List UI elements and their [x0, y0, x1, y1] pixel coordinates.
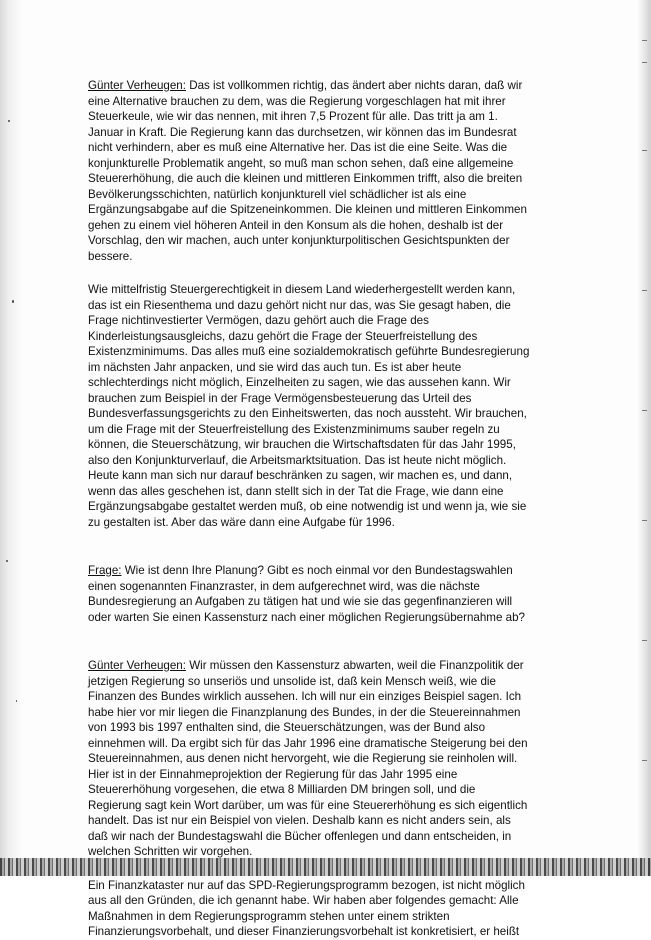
text-line: jetzigen Regierung so unseriös und unsolide ist, daß kein Mensch weiß, wie die: [88, 674, 496, 688]
text-line: nicht verhindern, aber es muß eine Alternative her. Das ist die eine Seite. Was die: [88, 141, 508, 154]
text-line: Steuererhöhung vorgesehen, die etwa 8 Milliarden DM bringen soll, und die: [88, 783, 476, 796]
text-line: welchen Schritten wir vorgehen.: [88, 845, 253, 858]
scan-speck: [6, 560, 8, 562]
text-line: Steuererhöhung, die auch die kleinen und mittleren Einkommen trifft, also die breiten: [88, 172, 523, 185]
text-line: handelt. Das ist nur ein Beispiel von vielen. Deshalb kann es nicht anders sein, als: [88, 814, 511, 827]
text-line: Heute kann man sich nur darauf beschränken zu sagen, wir machen es, und dann,: [88, 469, 513, 482]
text-line: schlechterdings nicht möglich, Einzelheiten zu sagen, wie das aussehen kann. Wir: [88, 376, 511, 389]
text-line: Steuereinnahmen, aus denen nicht hervorgeht, wie die Regierung sie reinholen will.: [88, 752, 518, 765]
text-line: einnehmen will. Da ergibt sich für das Jahr 1996 eine dramatische Steigerung bei den: [88, 736, 528, 750]
text-line: zu gestalten ist. Aber das wäre dann eine Aufgabe für 1996.: [88, 515, 395, 529]
text-line: Hier ist in der Einnahmeprojektion der Regierung für das Jahr 1995 eine: [88, 767, 458, 781]
text-line: Frage: Wie ist denn Ihre Planung? Gibt es noch einmal vor den Bundestagswahlen: [88, 564, 513, 577]
text-line: können, die Steuerschätzung, wir brauchen die Wirtschaftsdaten für das Jahr 1995,: [88, 438, 516, 451]
paragraph-verheugen-4: [88, 878, 528, 940]
text-line: Maßnahmen in dem Regierungsprogramm stehen unter einem strikten: [88, 909, 450, 923]
text-line: wenn das alles geschehen ist, dann stellt sich in der Tat die Frage, wie dann eine: [88, 484, 504, 498]
text-line: habe hier vor mir liegen die Finanzplanung des Bundes, in der die Steuereinnahmen: [88, 705, 521, 719]
scan-edge-right: [637, 0, 651, 876]
text-line: Vorschlag, den wir machen, auch unter konjunkturpolitischen Gesichtspunkten der: [88, 234, 510, 247]
paragraph-verheugen-3: [88, 658, 528, 860]
text-line: Steuerkeule, wie wir das nennen, mit ihren 7,5 Prozent für alle. Das tritt ja am 1.: [88, 110, 498, 123]
text-line: aus all den Gründen, die ich genannt habe. Wir haben aber folgendes gemacht: Alle: [88, 894, 519, 907]
text-line: eine Alternative brauchen zu dem, was die Regierung vorgeschlagen hat mit ihrer: [88, 94, 506, 108]
text-line: Günter Verheugen: Das ist vollkommen richtig, das ändert aber nichts daran, daß wir: [88, 79, 523, 92]
text-line: Günter Verheugen: Wir müssen den Kassensturz abwarten, weil die Finanzpolitik der: [88, 659, 524, 672]
text-line: Frage nichtinvestierter Vermögen, dazu gehört auch die Frage des: [88, 314, 429, 327]
text-line: Ergänzungsabgabe gestaltet werden muß, ob eine notwendig ist und wenn ja, wie sie: [88, 500, 527, 513]
text-line: Bundesregierung an Aufgaben zu tätigen hat und wie sie das gegenfinanzieren will: [88, 595, 513, 608]
text-line: von 1993 bis 1997 enthalten sind, die Steuerschätzungen, was der Bund also: [88, 721, 486, 734]
speaker-label: Frage:: [88, 564, 122, 577]
text-line: um die Frage mit der Steuerfreistellung des Existenzminimums sauber regeln zu: [88, 422, 500, 436]
text-line: das ist ein Riesenthema und dazu gehört nicht nur das, was Sie gesagt haben, die: [88, 298, 511, 312]
text-line: gehen zu einem viel höheren Anteil in den Konsum als die hohen, deshalb ist der: [88, 218, 504, 232]
document-body: [88, 78, 528, 940]
text-line: oder warten Sie einen Kassensturz nach einer möglichen Regierungsübernahme ab?: [88, 610, 525, 624]
text-line: Finanzierungsvorbehalt, und dieser Finanzierungsvorbehalt ist konkretisiert, er heißt: [88, 925, 520, 938]
text-line: Finanzen des Bundes wirklich aussehen. Ich will nur ein einziges Beispiel sagen. Ich: [88, 690, 522, 703]
paragraph-question: [88, 563, 528, 625]
text-line: Ein Finanzkataster nur auf das SPD-Regierungsprogramm bezogen, ist nicht möglich: [88, 878, 525, 892]
paragraph-verheugen-1: [88, 78, 528, 264]
text-line: Bevölkerungsschichten, natürlich konjunkturell viel schädlicher ist als eine: [88, 187, 467, 201]
text-line: konjunkturelle Problematik angeht, so muß man schon sehen, daß eine allgemeine: [88, 156, 514, 170]
speaker-label: Günter Verheugen:: [88, 659, 186, 672]
scan-speck: [16, 700, 17, 702]
text-line: Existenzminimums. Das alles muß eine sozialdemokratisch geführte Bundesregierung: [88, 345, 530, 358]
paragraph-verheugen-2: [88, 282, 528, 530]
text-line: Regierung sagt kein Wort darüber, um was für eine Steuererhöhung es sich eigentlich: [88, 798, 528, 812]
text-line: bessere.: [88, 249, 133, 263]
text-line: daß wir nach der Bundestagswahl die Bücher offenlegen und dann entscheiden, in: [88, 829, 512, 843]
text-line: Bundesverfassungsgerichts zu den Einheitswerten, das noch aussteht. Wir brauchen,: [88, 407, 527, 420]
text-line: Ergänzungsabgabe auf die Spitzeneinkommen. Die kleinen und mittleren Einkommen: [88, 203, 527, 216]
text-line: einen sogenannten Finanzraster, in dem aufgerechnet wird, was die nächste: [88, 579, 480, 593]
scan-speck: [8, 120, 10, 122]
text-line: Januar in Kraft. Die Regierung kann das durchsetzen, wir können das im Bundesrat: [88, 125, 517, 139]
scan-speck: [12, 300, 14, 303]
speaker-label: Günter Verheugen:: [88, 79, 186, 92]
text-line: brauchen zum Beispiel in der Frage Vermögensbesteuerung das Urteil des: [88, 391, 472, 405]
text-line: Wie mittelfristig Steuergerechtigkeit in diesem Land wiederhergestellt werden kann,: [88, 283, 516, 296]
scan-edge-left: [0, 0, 22, 876]
text-line: also den Konjunkturverlauf, die Arbeitsmarktsituation. Das ist heute nicht möglich.: [88, 453, 507, 467]
text-line: Kinderleistungsausgleichs, dazu gehört die Frage der Steuerfreistellung des: [88, 329, 478, 343]
text-line: im nächsten Jahr anpacken, und sie wird das auch tun. Es ist aber heute: [88, 360, 462, 374]
